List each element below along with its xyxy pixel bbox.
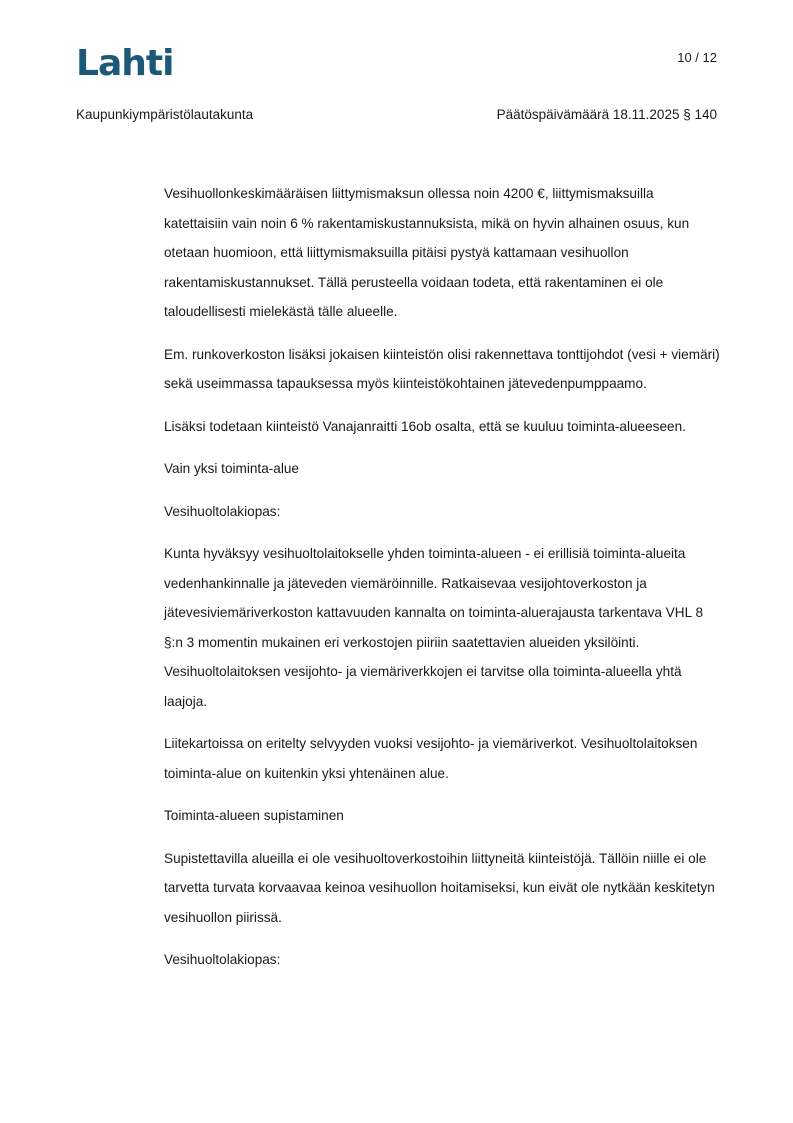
paragraph: Vesihuollonkeskimääräisen liittymismaksun ollessa noin 4200 €, liittymismaksuilla katettaisiin vain noin 6 % rakentamiskustannuksista, mikä on hyvin alhainen osuus, kun otetaan huomioon, että liittymismaksuilla pitäisi pystyä kattamaan vesihuollon rakentamiskustannukset. Tällä perusteella voidaan todeta, että rakentaminen ei ole taloudellisesti mielekästä tälle alueelle. xyxy=(164,186,690,319)
lahti-logo: Lahti xyxy=(76,43,174,84)
page-number: 10 / 12 xyxy=(677,50,717,65)
section-heading: Vain yksi toiminta-alue xyxy=(164,461,299,476)
organization-name: Kaupunkiympäristölautakunta xyxy=(76,107,254,122)
document-body xyxy=(164,179,720,988)
source-label: Vesihuoltolakiopas: xyxy=(164,952,281,967)
paragraph: Liitekartoissa on eritelty selvyyden vuoksi vesijohto- ja viemäriverkot. Vesihuoltolaitoksen toiminta-alue on kuitenkin yksi yhtenäinen alue. xyxy=(164,736,698,781)
section-heading: Toiminta-alueen supistaminen xyxy=(164,808,344,823)
paragraph: Kunta hyväksyy vesihuoltolaitokselle yhden toiminta-alueen - ei erillisiä toiminta-alueita vedenhankinnalle ja jäteveden viemäröinnille. Ratkaisevaa vesijohtoverkoston ja jätevesiviemäriverkoston kattavuuden kannalta on toiminta-aluerajausta tarkentava VHL 8 §:n 3 momentin mukainen eri verkostojen piiriin saatettavien alueiden yksilöinti. Vesihuoltolaitoksen vesijohto- ja viemäriverkkojen ei tarvitse olla toiminta-alueella yhtä laajoja. xyxy=(164,546,704,709)
document-header xyxy=(76,107,717,122)
paragraph: Lisäksi todetaan kiinteistö Vanajanraitti 16ob osalta, että se kuuluu toiminta-alueeseen. xyxy=(164,418,686,434)
source-label: Vesihuoltolakiopas: xyxy=(164,503,281,519)
paragraph: Supistettavilla alueilla ei ole vesihuoltoverkostoihin liittyneitä kiinteistöjä. Tällöin niille ei ole tarvetta turvata korvaavaa keinoa vesihuollon hoitamiseksi, kun eivät ole nytkään keskitetyn vesihuollon piirissä. xyxy=(164,850,715,925)
decision-date: Päätöspäivämäärä 18.11.2025 § 140 xyxy=(496,107,717,122)
paragraph: Em. runkoverkoston lisäksi jokaisen kiinteistön olisi rakennettava tonttijohdot (vesi + viemäri) sekä useimmassa tapauksessa myös kiinteistökohtainen jätevedenpumppaamo. xyxy=(164,346,720,391)
